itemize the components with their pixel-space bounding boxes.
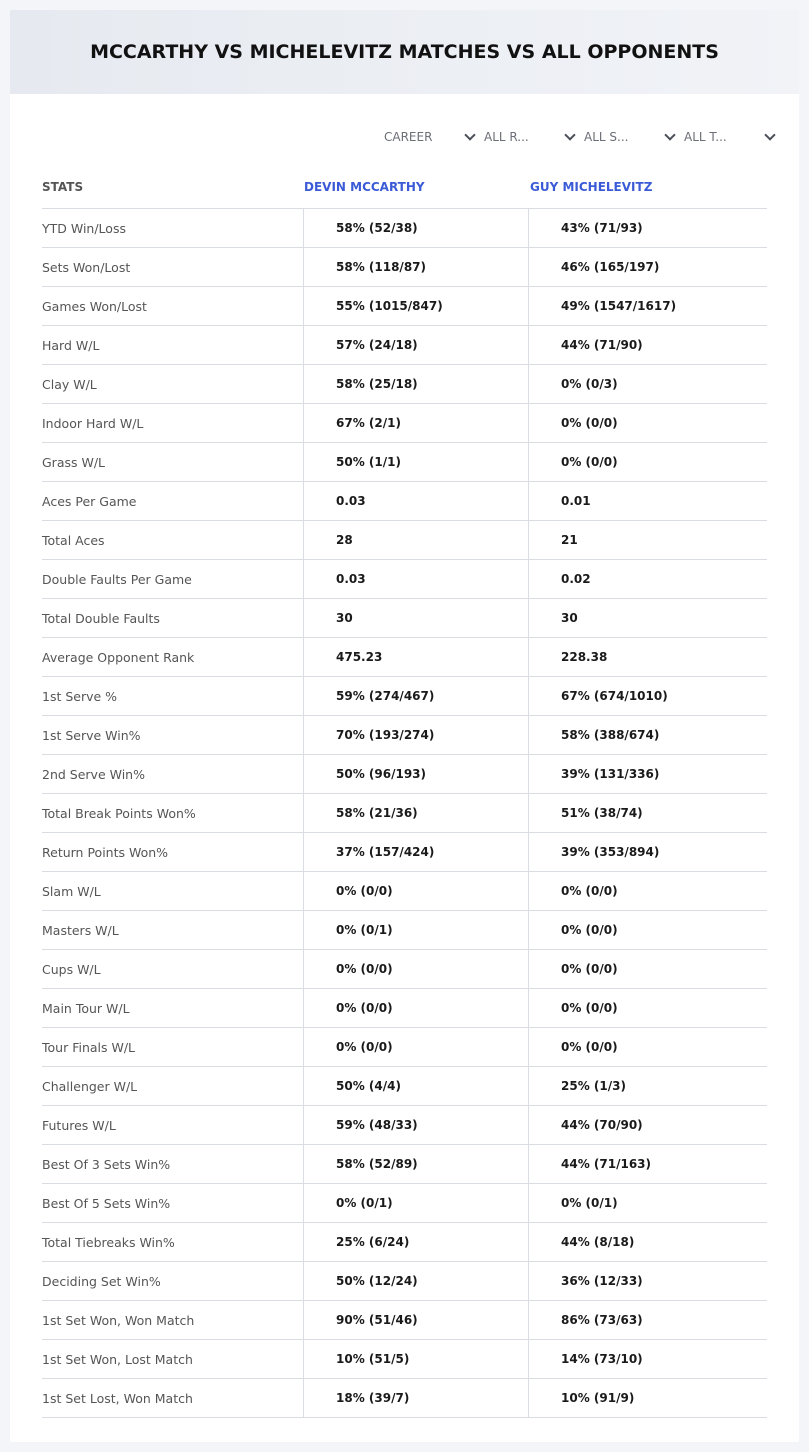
stat-label: Futures W/L	[42, 1106, 304, 1144]
filter-period-value: CAREER	[384, 130, 433, 144]
table-row	[42, 1223, 767, 1262]
stat-label: Average Opponent Rank	[42, 638, 304, 676]
table-row	[42, 677, 767, 716]
player2-stat-value: 67% (674/1010)	[561, 689, 668, 703]
player2-stat-value: 30	[561, 611, 578, 625]
table-row	[42, 287, 767, 326]
table-row	[42, 1106, 767, 1145]
player2-stat-value: 51% (38/74)	[561, 806, 643, 820]
player2-stat-value: 49% (1547/1617)	[561, 299, 677, 313]
player2-stat-value: 0% (0/3)	[561, 377, 618, 391]
chevron-down-icon	[464, 129, 475, 140]
player2-stat-value: 44% (70/90)	[561, 1118, 643, 1132]
stat-label: Double Faults Per Game	[42, 560, 304, 598]
player1-stat-value: 0% (0/0)	[304, 950, 529, 988]
chevron-down-icon	[664, 129, 675, 140]
table-row	[42, 1301, 767, 1340]
table-row	[42, 716, 767, 755]
player2-stat-value: 0% (0/0)	[561, 1040, 618, 1054]
player1-stat-value: 59% (274/467)	[304, 677, 529, 715]
player2-stat-value: 0% (0/0)	[561, 455, 618, 469]
stat-label: Aces Per Game	[42, 482, 304, 520]
stat-label: Tour Finals W/L	[42, 1028, 304, 1066]
player1-stat-value: 58% (21/36)	[304, 794, 529, 832]
table-row	[42, 1379, 767, 1418]
player2-stat-value: 228.38	[561, 650, 608, 664]
player1-stat-value: 67% (2/1)	[304, 404, 529, 442]
player1-stat-value: 50% (96/193)	[304, 755, 529, 793]
player1-stat-value: 0% (0/0)	[304, 872, 529, 910]
table-row	[42, 755, 767, 794]
stat-label: 1st Set Lost, Won Match	[42, 1379, 304, 1417]
player1-stat-value: 90% (51/46)	[304, 1301, 529, 1339]
player2-stat-value: 46% (165/197)	[561, 260, 660, 274]
table-row	[42, 911, 767, 950]
player2-stat-value: 25% (1/3)	[561, 1079, 626, 1093]
table-row	[42, 209, 767, 248]
player1-stat-value: 58% (25/18)	[304, 365, 529, 403]
table-row	[42, 1340, 767, 1379]
table-row	[42, 872, 767, 911]
table-row	[42, 989, 767, 1028]
stat-label: 1st Set Won, Won Match	[42, 1301, 304, 1339]
table-row	[42, 482, 767, 521]
player1-stat-value: 0.03	[304, 482, 529, 520]
player1-stat-value: 18% (39/7)	[304, 1379, 529, 1417]
player1-stat-value: 70% (193/274)	[304, 716, 529, 754]
player1-stat-value: 55% (1015/847)	[304, 287, 529, 325]
table-row	[42, 1145, 767, 1184]
stats-card	[10, 10, 799, 1442]
player1-stat-value: 50% (4/4)	[304, 1067, 529, 1105]
player2-stat-value: 0% (0/0)	[561, 962, 618, 976]
player1-stat-value: 0% (0/0)	[304, 1028, 529, 1066]
table-row	[42, 1262, 767, 1301]
player2-stat-value: 39% (131/336)	[561, 767, 660, 781]
player1-stat-value: 58% (52/38)	[304, 209, 529, 247]
page-title: MCCARTHY VS MICHELEVITZ MATCHES VS ALL OPPONENTS	[90, 41, 719, 63]
stats-table	[42, 166, 767, 1418]
stat-label: YTD Win/Loss	[42, 209, 304, 247]
table-row	[42, 794, 767, 833]
player2-stat-value: 0.02	[561, 572, 591, 586]
player1-stat-value: 37% (157/424)	[304, 833, 529, 871]
stat-label: Sets Won/Lost	[42, 248, 304, 286]
stat-label: Total Double Faults	[42, 599, 304, 637]
stat-label: Return Points Won%	[42, 833, 304, 871]
stat-label: Grass W/L	[42, 443, 304, 481]
player1-stat-value: 0.03	[304, 560, 529, 598]
stat-label: Deciding Set Win%	[42, 1262, 304, 1300]
player2-stat-value: 39% (353/894)	[561, 845, 660, 859]
player1-stat-value: 10% (51/5)	[304, 1340, 529, 1378]
stat-label: Best Of 5 Sets Win%	[42, 1184, 304, 1222]
player1-stat-value: 25% (6/24)	[304, 1223, 529, 1261]
table-row	[42, 833, 767, 872]
stat-label: Games Won/Lost	[42, 287, 304, 325]
stat-label: Masters W/L	[42, 911, 304, 949]
filter-round-value: ALL R...	[484, 130, 529, 144]
player1-stat-value: 58% (118/87)	[304, 248, 529, 286]
stat-label: 1st Set Won, Lost Match	[42, 1340, 304, 1378]
filter-surface-select[interactable]	[580, 126, 680, 148]
table-row	[42, 443, 767, 482]
stat-label: Indoor Hard W/L	[42, 404, 304, 442]
stat-label: 2nd Serve Win%	[42, 755, 304, 793]
stat-label: Total Aces	[42, 521, 304, 559]
player1-stat-value: 0% (0/1)	[304, 1184, 529, 1222]
player2-stat-value: 44% (8/18)	[561, 1235, 635, 1249]
stat-label: Total Tiebreaks Win%	[42, 1223, 304, 1261]
filter-bar	[380, 126, 780, 148]
player2-stat-value: 0% (0/0)	[561, 923, 618, 937]
table-row	[42, 1028, 767, 1067]
player2-stat-value: 43% (71/93)	[561, 221, 643, 235]
player2-stat-value: 0% (0/1)	[561, 1196, 618, 1210]
table-header	[42, 166, 767, 209]
stat-label: Slam W/L	[42, 872, 304, 910]
table-row	[42, 365, 767, 404]
filter-tour-value: ALL T...	[684, 130, 727, 144]
player2-stat-value: 0% (0/0)	[561, 884, 618, 898]
table-row	[42, 248, 767, 287]
table-row	[42, 638, 767, 677]
filter-surface-value: ALL S...	[584, 130, 629, 144]
player1-stat-value: 0% (0/1)	[304, 911, 529, 949]
stat-label: 1st Serve Win%	[42, 716, 304, 754]
player1-stat-value: 0% (0/0)	[304, 989, 529, 1027]
stat-label: Best Of 3 Sets Win%	[42, 1145, 304, 1183]
player2-stat-value: 21	[561, 533, 578, 547]
player2-stat-value: 10% (91/9)	[561, 1391, 635, 1405]
stat-label: 1st Serve %	[42, 677, 304, 715]
filter-round-select[interactable]	[480, 126, 580, 148]
player1-stat-value: 50% (1/1)	[304, 443, 529, 481]
filter-period-select[interactable]	[380, 126, 480, 148]
table-row	[42, 1067, 767, 1106]
table-body	[42, 209, 767, 1418]
player1-link[interactable]: DEVIN MCCARTHY	[304, 180, 425, 194]
chevron-down-icon	[764, 129, 775, 140]
player2-stat-value: 44% (71/163)	[561, 1157, 651, 1171]
player1-stat-value: 58% (52/89)	[304, 1145, 529, 1183]
player2-stat-value: 58% (388/674)	[561, 728, 660, 742]
player1-stat-value: 475.23	[304, 638, 529, 676]
table-row	[42, 1184, 767, 1223]
stats-column-header: STATS	[42, 180, 84, 194]
table-row	[42, 599, 767, 638]
stat-label: Hard W/L	[42, 326, 304, 364]
player1-stat-value: 28	[304, 521, 529, 559]
player1-stat-value: 30	[304, 599, 529, 637]
stat-label: Clay W/L	[42, 365, 304, 403]
player2-stat-value: 14% (73/10)	[561, 1352, 643, 1366]
player1-stat-value: 57% (24/18)	[304, 326, 529, 364]
card-header	[10, 10, 799, 94]
table-row	[42, 404, 767, 443]
player2-stat-value: 44% (71/90)	[561, 338, 643, 352]
stat-label: Cups W/L	[42, 950, 304, 988]
table-row	[42, 521, 767, 560]
stat-label: Total Break Points Won%	[42, 794, 304, 832]
chevron-down-icon	[564, 129, 575, 140]
table-row	[42, 950, 767, 989]
player2-stat-value: 0% (0/0)	[561, 1001, 618, 1015]
player2-link[interactable]: GUY MICHELEVITZ	[530, 180, 653, 194]
table-row	[42, 560, 767, 599]
stat-label: Challenger W/L	[42, 1067, 304, 1105]
player1-stat-value: 59% (48/33)	[304, 1106, 529, 1144]
player1-stat-value: 50% (12/24)	[304, 1262, 529, 1300]
table-row	[42, 326, 767, 365]
player2-stat-value: 36% (12/33)	[561, 1274, 643, 1288]
filter-tour-select[interactable]	[680, 126, 780, 148]
player2-stat-value: 0.01	[561, 494, 591, 508]
player2-stat-value: 0% (0/0)	[561, 416, 618, 430]
player2-stat-value: 86% (73/63)	[561, 1313, 643, 1327]
stat-label: Main Tour W/L	[42, 989, 304, 1027]
